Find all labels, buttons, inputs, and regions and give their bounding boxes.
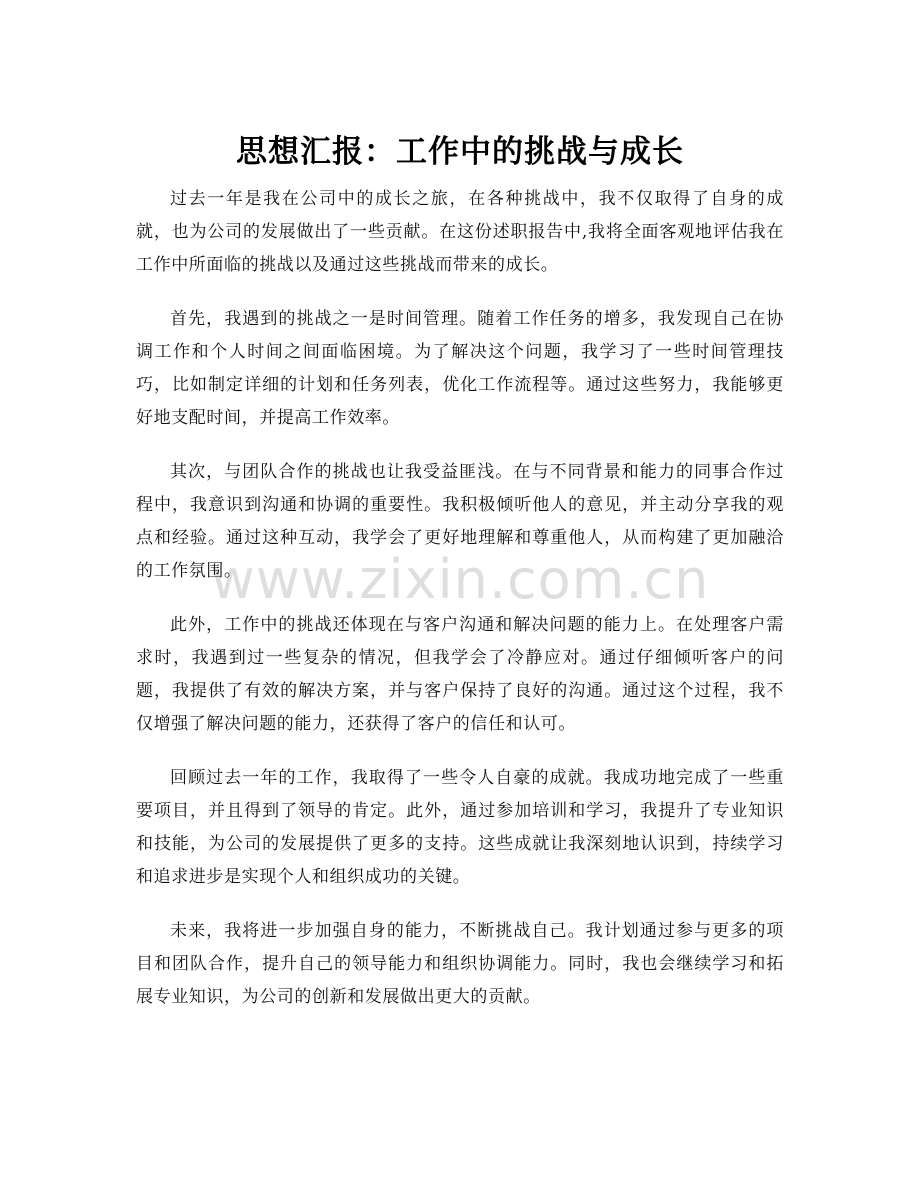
- paragraph: 首先，我遇到的挑战之一是时间管理。随着工作任务的增多，我发现自己在协调工作和个人时间之间面临困境。为了解决这个问题，我学习了一些时间管理技巧，比如制定详细的计划和任务列表，优化工作流程等。通过这些努力，我能够更好地支配时间，并提高工作效率。: [136, 309, 784, 428]
- document-body: [136, 183, 784, 1035]
- paragraph: 其次，与团队合作的挑战也让我受益匪浅。在与不同背景和能力的同事合作过程中，我意识到沟通和协调的重要性。我积极倾听他人的意见，并主动分享我的观点和经验。通过这种互动，我学会了更好地理解和尊重他人，从而构建了更加融洽的工作氛围。: [136, 462, 784, 581]
- paragraph: 回顾过去一年的工作，我取得了一些令人自豪的成就。我成功地完成了一些重要项目，并且得到了领导的肯定。此外，通过参加培训和学习，我提升了专业知识和技能，为公司的发展提供了更多的支持。这些成就让我深刻地认识到，持续学习和追求进步是实现个人和组织成功的关键。: [136, 768, 784, 887]
- paragraph: 此外，工作中的挑战还体现在与客户沟通和解决问题的能力上。在处理客户需求时，我遇到过一些复杂的情况，但我学会了冷静应对。通过仔细倾听客户的问题，我提供了有效的解决方案，并与客户保持了良好的沟通。通过这个过程，我不仅增强了解决问题的能力，还获得了客户的信任和认可。: [136, 615, 784, 734]
- paragraph: 未来，我将进一步加强自身的能力，不断挑战自己。我计划通过参与更多的项目和团队合作，提升自己的领导能力和组织协调能力。同时，我也会继续学习和拓展专业知识，为公司的创新和发展做出更大的贡献。: [136, 921, 784, 1007]
- document-title: 思想汇报：工作中的挑战与成长: [236, 133, 684, 170]
- watermark: www.zixin.com.cn: [210, 548, 710, 611]
- paragraph: 过去一年是我在公司中的成长之旅，在各种挑战中，我不仅取得了自身的成就，也为公司的发展做出了一些贡献。在这份述职报告中,我将全面客观地评估我在工作中所面临的挑战以及通过这些挑战而带来的成长。: [136, 189, 784, 275]
